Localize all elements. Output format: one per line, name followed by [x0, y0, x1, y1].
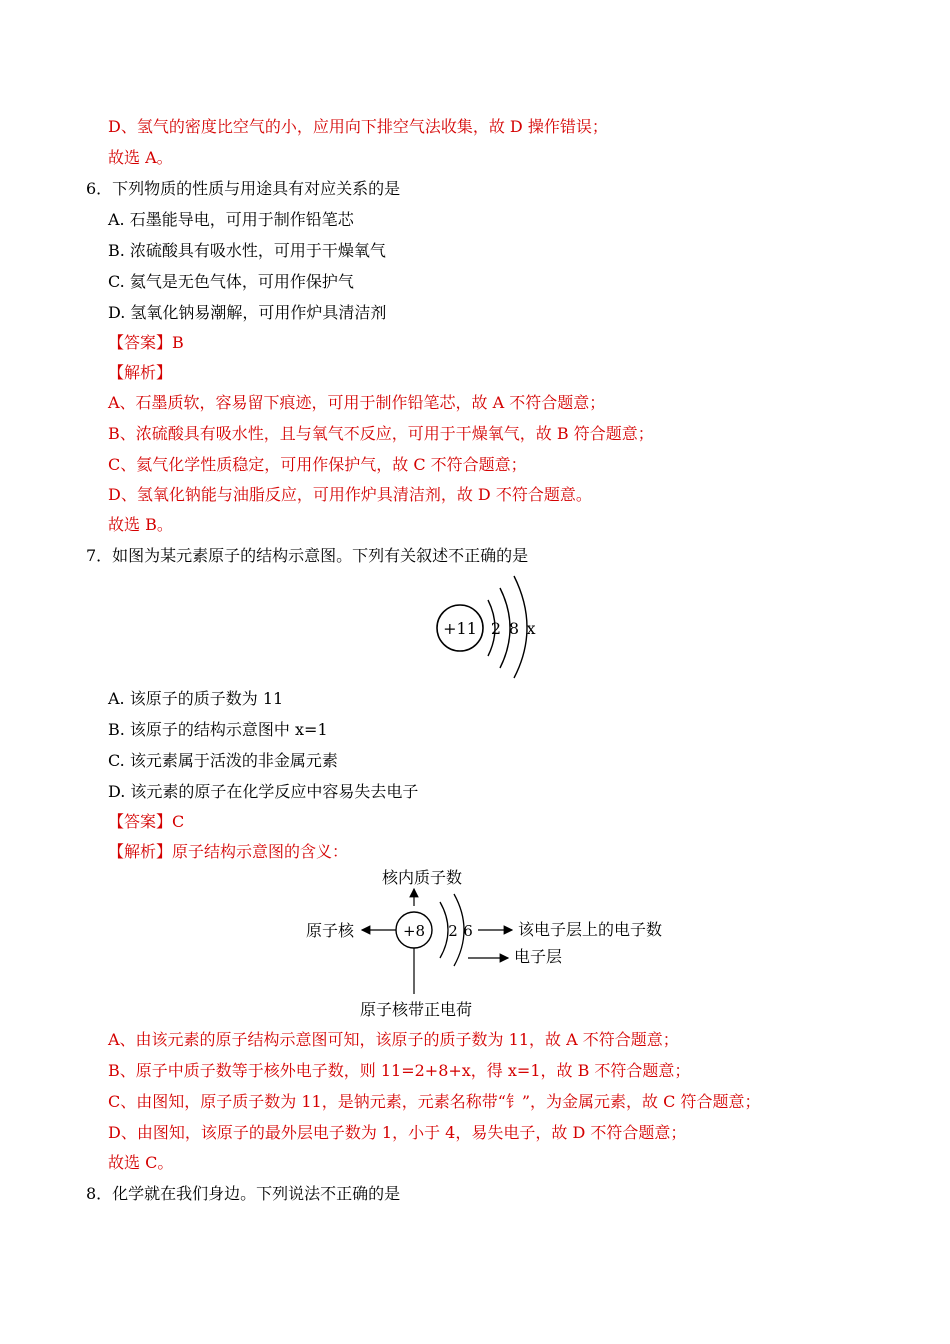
- nucleus-charge: +8: [402, 922, 426, 940]
- option-d: D. 该元素的原子在化学反应中容易失去电子: [108, 782, 419, 801]
- answer-label: 【答案】: [108, 333, 173, 352]
- question-stem: 6．下列物质的性质与用途具有对应关系的是: [86, 179, 401, 198]
- atom-structure-diagram: [300, 864, 680, 1024]
- analysis-line-a: A、石墨质软，容易留下痕迹，可用于制作铅笔芯，故 A 不符合题意；: [108, 393, 606, 412]
- analysis-line-a: A、由该元素的原子结构示意图可知，该原子的质子数为 11，故 A 不符合题意；: [108, 1030, 679, 1049]
- analysis-line-b: B、原子中质子数等于核外电子数，则 11=2+8+x，得 x=1，故 B 不符合题意；: [108, 1061, 691, 1080]
- answer-value: C: [172, 812, 185, 831]
- atom-structure-figure: [430, 572, 550, 682]
- option-a: A. 该原子的质子数为 11: [108, 689, 284, 708]
- option-c: C. 氦气是无色气体，可用作保护气: [108, 272, 354, 291]
- shell-1-electrons: 2: [490, 619, 502, 638]
- option-b: B. 该原子的结构示意图中 x=1: [108, 720, 328, 739]
- option-c: C. 该元素属于活泼的非金属元素: [108, 751, 338, 770]
- option-a: A. 石墨能导电，可用于制作铅笔芯: [108, 210, 354, 229]
- nucleus-charge: +11: [443, 619, 477, 638]
- analysis-line-b: B、浓硫酸具有吸水性，且与氧气不反应，可用于干燥氧气，故 B 符合题意；: [108, 424, 654, 443]
- analysis-label: 【解析】: [108, 842, 173, 861]
- analysis-line-d: D、氢氧化钠能与油脂反应，可用作炉具清洁剂，故 D 不符合题意。: [108, 485, 592, 504]
- question-stem: 7．如图为某元素原子的结构示意图。下列有关叙述不正确的是: [86, 546, 529, 565]
- shell-3-electrons: x: [526, 619, 536, 638]
- electron-shell-1: [440, 902, 448, 958]
- analysis-line-c: C、氦气化学性质稳定，可用作保护气，故 C 不符合题意；: [108, 455, 527, 474]
- analysis-line-d: D、氢气的密度比空气的小，应用向下排空气法收集，故 D 操作错误；: [108, 117, 608, 136]
- answer-value: B: [172, 333, 184, 352]
- bottom-label: 原子核带正电荷: [359, 1000, 473, 1019]
- answer-line: [108, 333, 184, 353]
- final-choice: 故选 A。: [108, 148, 173, 167]
- analysis-label: 【解析】: [108, 363, 173, 382]
- final-choice: 故选 C。: [108, 1153, 174, 1172]
- left-label: 原子核: [306, 921, 355, 940]
- question-stem: 8．化学就在我们身边。下列说法不正确的是: [86, 1184, 401, 1203]
- final-choice: 故选 B。: [108, 515, 173, 534]
- top-label: 核内质子数: [381, 868, 463, 887]
- shell-2-electrons: 6: [463, 922, 473, 940]
- answer-label: 【答案】: [108, 812, 173, 831]
- analysis-title: 原子结构示意图的含义：: [172, 842, 349, 861]
- shell-2-electrons: 8: [508, 619, 520, 638]
- option-b: B. 浓硫酸具有吸水性，可用于干燥氧气: [108, 241, 386, 260]
- analysis-line-c: C、由图知，原子质子数为 11，是钠元素，元素名称带“钅”，为金属元素，故 C 符合题意；: [108, 1092, 761, 1111]
- shell-1-electrons: 2: [448, 922, 458, 940]
- shell-label: 电子层: [514, 947, 563, 966]
- right-label: 该电子层上的电子数: [518, 920, 663, 939]
- answer-line: [108, 812, 184, 832]
- option-d: D. 氢氧化钠易潮解，可用作炉具清洁剂: [108, 303, 387, 322]
- analysis-line-d: D、由图知，该原子的最外层电子数为 1，小于 4，易失电子，故 D 不符合题意；: [108, 1123, 687, 1142]
- analysis-heading: [108, 842, 348, 862]
